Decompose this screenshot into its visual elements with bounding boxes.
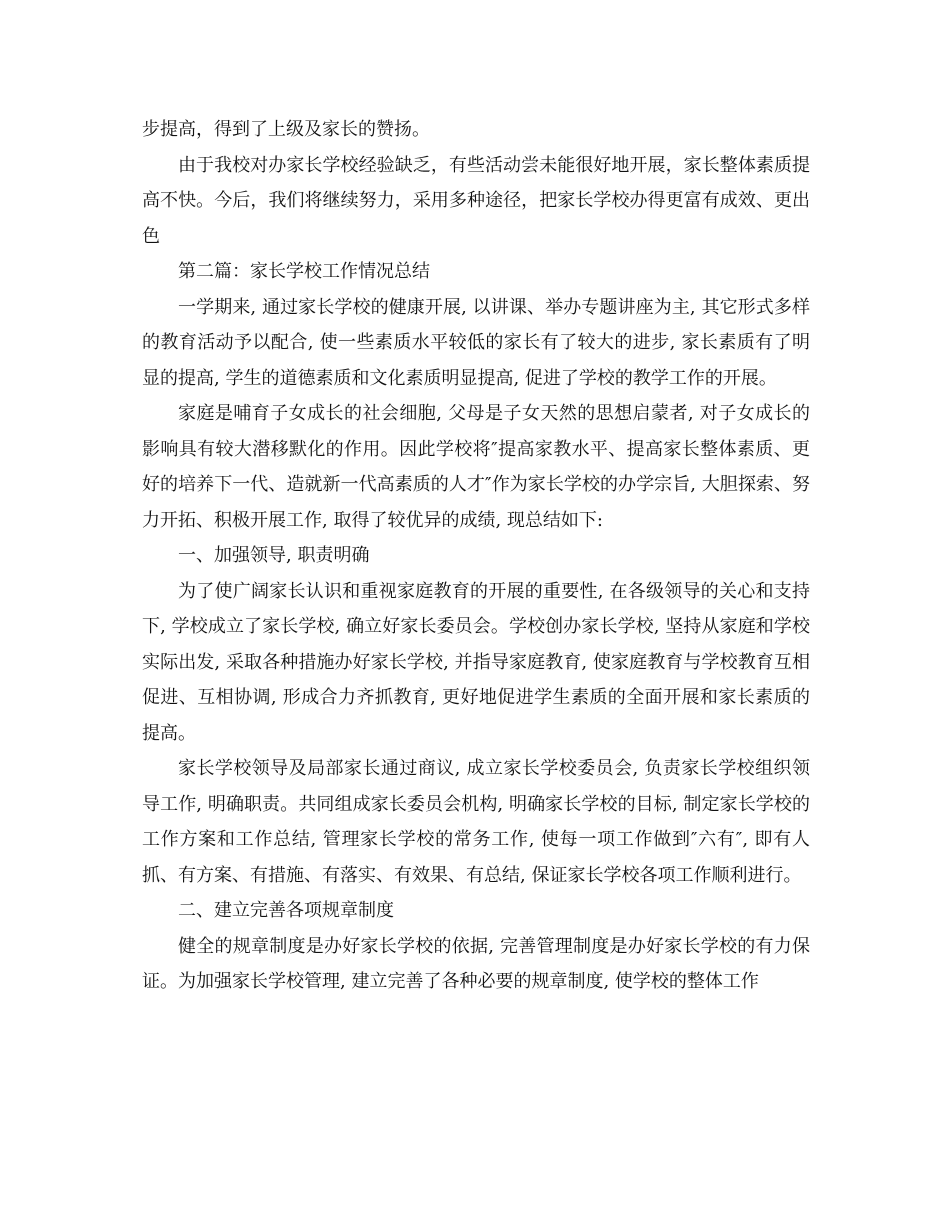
section-heading: 一、加强领导, 职责明确	[178, 545, 370, 566]
paragraph: 由于我校对办家长学校经验缺乏，有些活动尝未能很好地开展，家长整体素质提高不快。今后，我们将继续努力，采用多种途径，把家长学校办得更富有成效、更出色	[142, 154, 810, 247]
section-heading: 第二篇：家长学校工作情况总结	[178, 261, 430, 282]
paragraph: 家长学校领导及局部家长通过商议, 成立家长学校委员会, 负责家长学校组织领导工作, 明确职责。共同组成家长委员会机构, 明确家长学校的目标, 制定家长学校的工作方案和工作总结, 管理家长学校的常务工作, 使每一项工作做到″六有″, 即有人抓、有方案、有措施、有落实、有效果、有总结, 保证家长学校各项工作顺利进行。	[142, 758, 810, 886]
paragraph: 健全的规章制度是办好家长学校的依据, 完善管理制度是办好家长学校的有力保证。为加强家长学校管理, 建立完善了各种必要的规章制度, 使学校的整体工作	[142, 935, 810, 992]
document-body	[142, 112, 810, 1000]
paragraph: 为了使广阔家长认识和重视家庭教育的开展的重要性, 在各级领导的关心和支持下, 学校成立了家长学校, 确立好家长委员会。学校创办家长学校, 坚持从家庭和学校实际出发, 采取各种措施办好家长学校, 并指导家庭教育, 使家庭教育与学校教育互相促进、互相协调, 形成合力齐抓教育, 更好地促进学生素质的全面开展和家长素质的提高。	[142, 580, 810, 744]
paragraph: 步提高，得到了上级及家长的赞扬。	[142, 119, 430, 140]
paragraph: 家庭是哺育子女成长的社会细胞, 父母是子女天然的思想启蒙者, 对子女成长的影响具有较大潜移默化的作用。因此学校将″提高家教水平、提高家长整体素质、更好的培养下一代、造就新一代高素质的人才″作为家长学校的办学宗旨, 大胆探索、努力开拓、积极开展工作, 取得了较优异的成绩, 现总结如下:	[142, 403, 810, 531]
paragraph: 一学期来, 通过家长学校的健康开展, 以讲课、举办专题讲座为主, 其它形式多样的教育活动予以配合, 使一些素质水平较低的家长有了较大的进步, 家长素质有了明显的提高, 学生的道德素质和文化素质明显提高, 促进了学校的教学工作的开展。	[142, 296, 810, 389]
section-heading: 二、建立完善各项规章制度	[178, 900, 394, 921]
